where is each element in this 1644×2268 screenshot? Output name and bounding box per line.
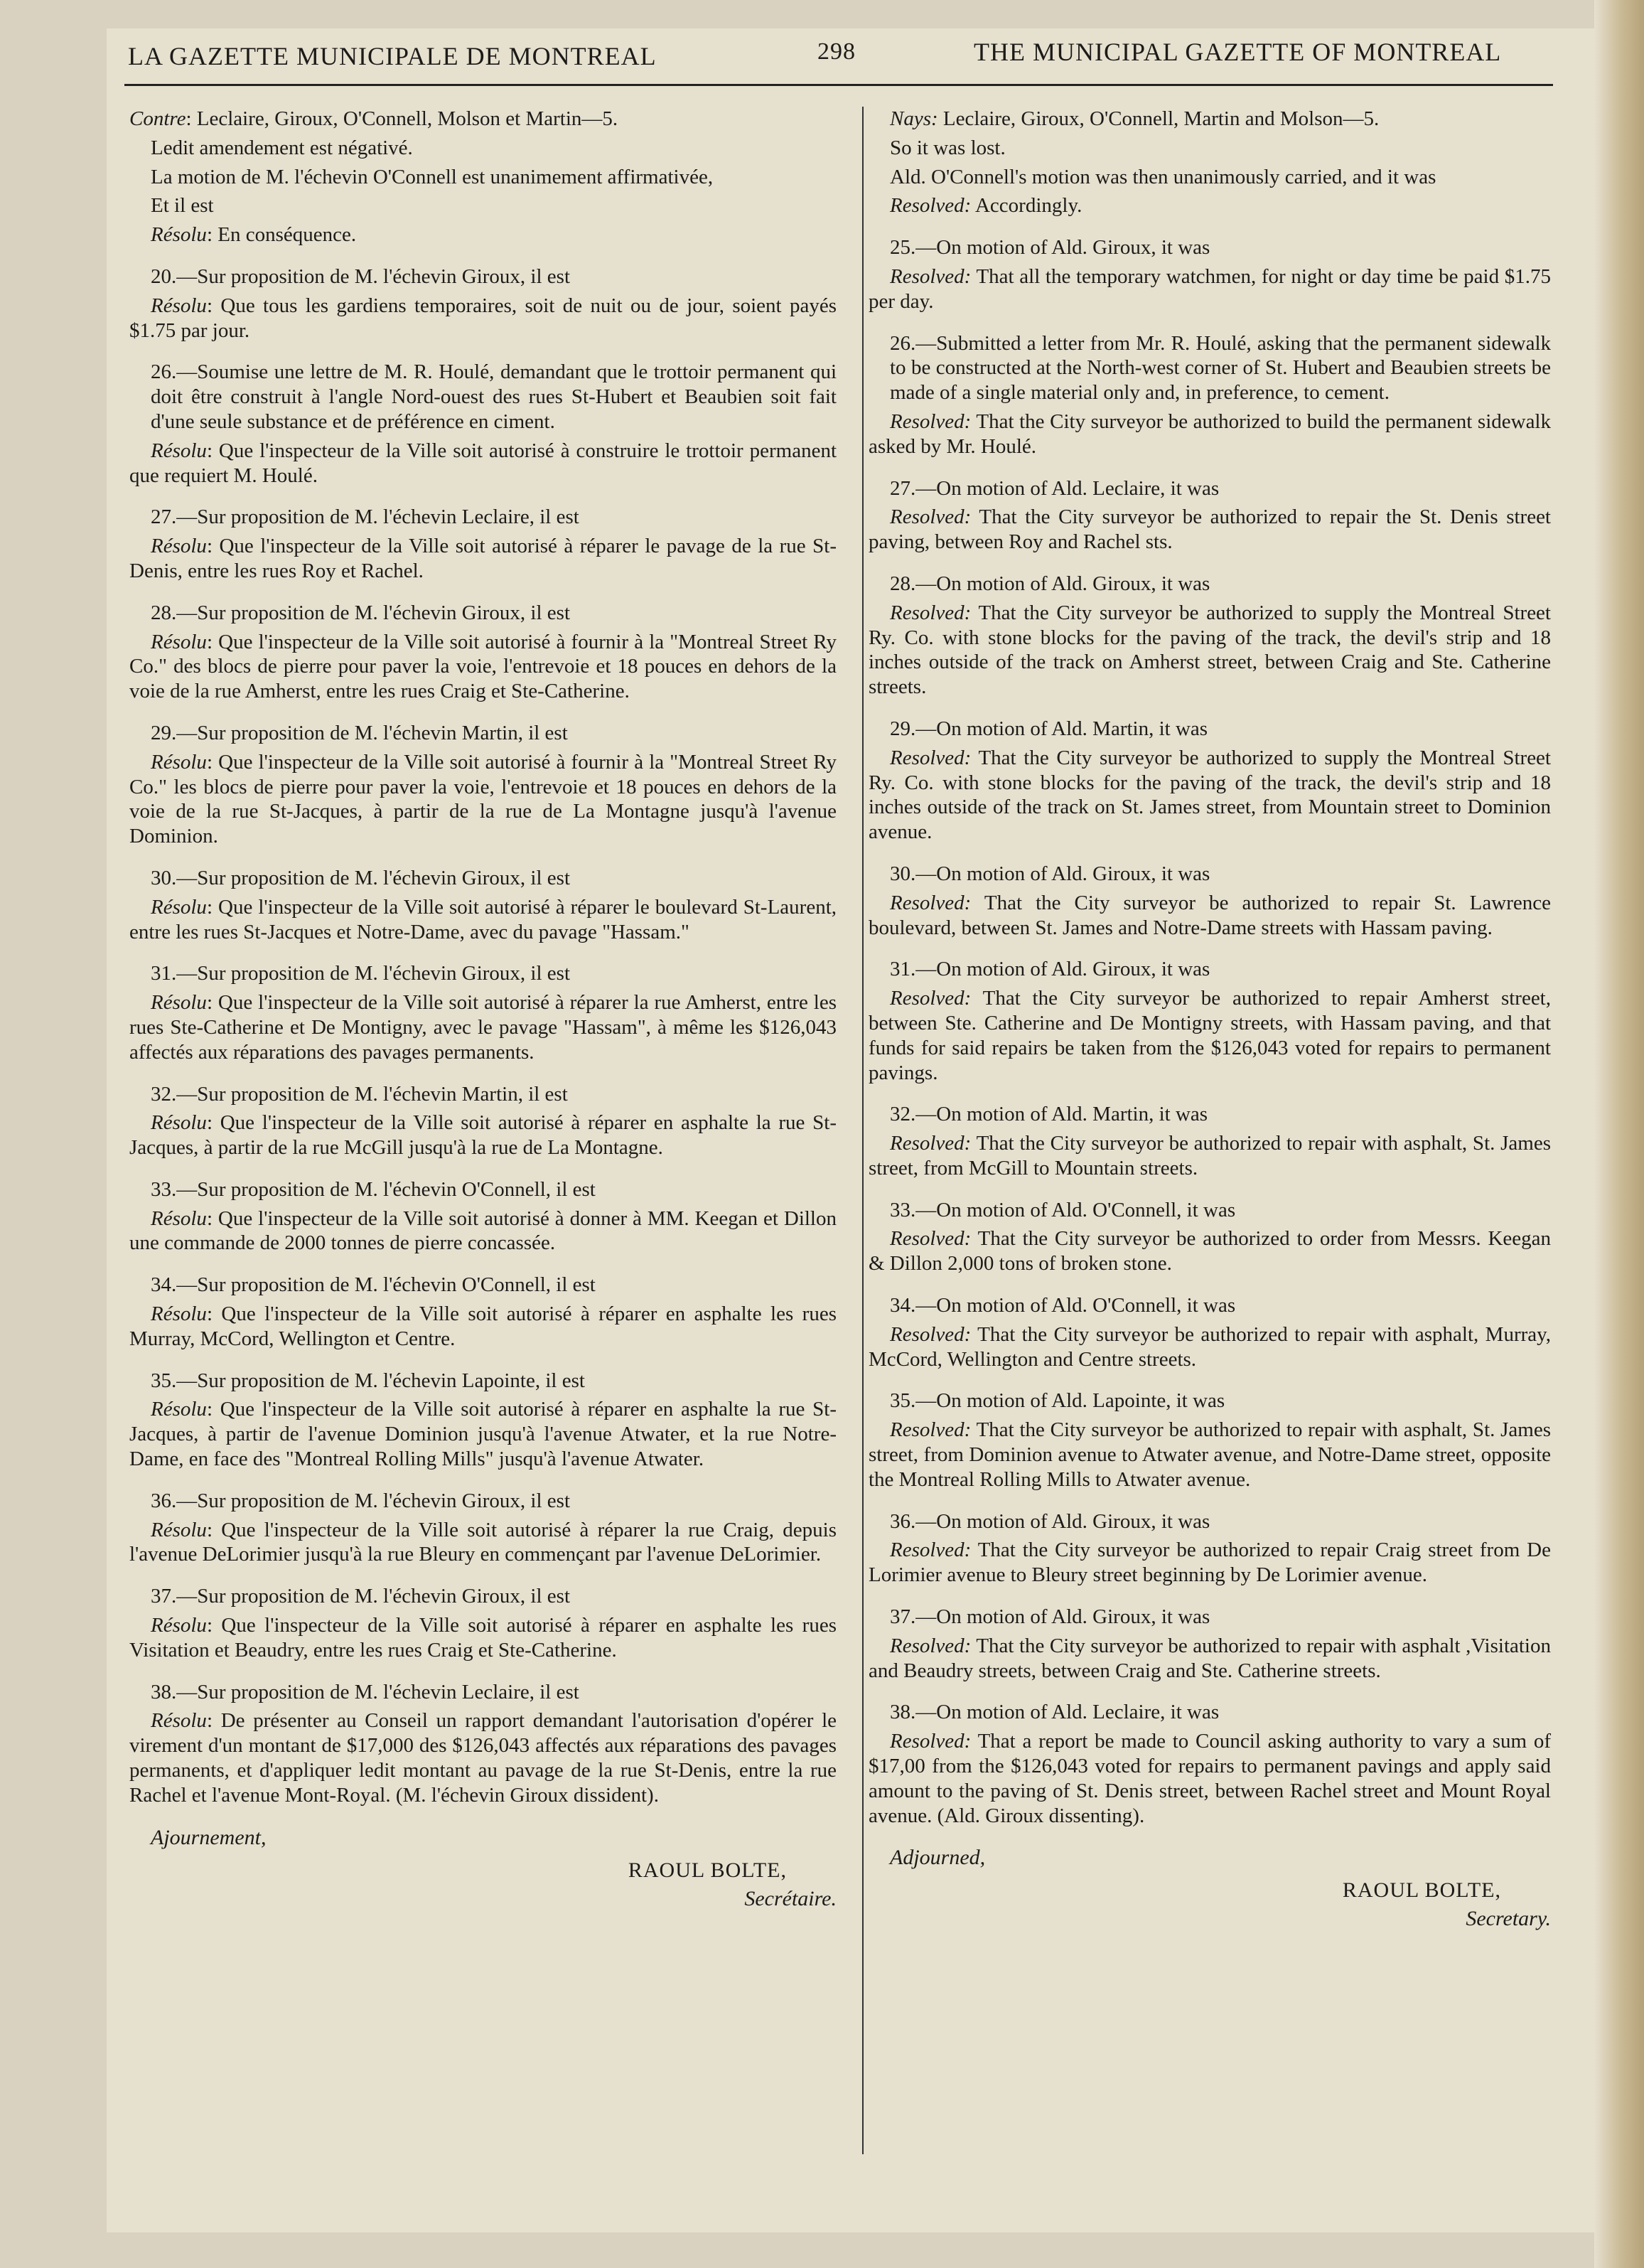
- resolution-text: [129, 439, 837, 488]
- resolution-label: Resolved:: [890, 1634, 972, 1657]
- resolution-label: Résolu: [151, 294, 207, 317]
- resolution-text: [869, 1538, 1551, 1588]
- resolution-label: Résolu: [151, 895, 207, 919]
- resolution-text: [129, 294, 837, 343]
- resolution-body: : Que l'inspecteur de la Ville soit autorisé à réparer en asphalte la rue St-Jacques, à partir de l'avenue Dominion jusqu'à l'avenue Atwater, et la rue Notre-Dame, en face des "Montreal Rolling Mills" jusqu'à l'avenue Atwater.: [129, 1398, 837, 1471]
- resolution-item: [869, 331, 1551, 459]
- resolution-label: Résolu: [151, 1111, 207, 1135]
- resolution-label: Resolved:: [890, 746, 972, 769]
- resolution-lead: 30.—Sur proposition de M. l'échevin Giroux, il est: [151, 866, 570, 889]
- resolution-label: Resolved:: [890, 506, 972, 529]
- resolution-body: That the City surveyor be authorized to supply the Montreal Street Ry. Co. with stone blocks for the paving of the track, the devil's strip and 18 inches outside of the track on St. James street, from Mountain street to Dominion avenue.: [869, 746, 1551, 844]
- page-header: [128, 34, 1549, 77]
- english-intro: [869, 107, 1551, 218]
- resolution-item: [129, 1489, 837, 1567]
- resolution-item: [869, 957, 1551, 1085]
- resolution-body: : De présenter au Conseil un rapport demandant l'autorisation d'opérer le virement d'un montant de $17,000 des $126,043 affectés aux réparations des pavages permanents, et d'appliquer ledit montant au pavage de la rue St-Denis, entre la rue Rachel et l'avenue Mont-Royal. (M. l'échevin Giroux dissident).: [129, 1709, 837, 1807]
- resolution-item: [129, 1680, 837, 1808]
- resolution-item: [869, 1293, 1551, 1371]
- resolution-label: Resolved:: [890, 601, 972, 624]
- resolu-label: Résolu: [151, 223, 207, 247]
- resolution-lead: 38.—On motion of Ald. Leclaire, it was: [890, 1701, 1220, 1724]
- resolution-item: [129, 601, 837, 704]
- resolution-lead: 34.—On motion of Ald. O'Connell, it was: [890, 1294, 1236, 1317]
- resolution-item: [129, 505, 837, 583]
- resolution-body: That the City surveyor be authorized to order from Messrs. Keegan & Dillon 2,000 tons of broken stone.: [869, 1227, 1551, 1275]
- resolution-body: That the City surveyor be authorized to build the permanent sidewalk asked by Mr. Houlé.: [869, 410, 1551, 458]
- resolved-label: Resolved:: [890, 194, 972, 218]
- resolution-body: : Que l'inspecteur de la Ville soit autorisé à réparer le boulevard St-Laurent, entre les rues St-Jacques et Notre-Dame, avec du pavage "Hassam.": [129, 895, 837, 943]
- contre-label: Contre: [129, 107, 186, 130]
- resolution-lead: 31.—Sur proposition de M. l'échevin Giroux, il est: [151, 962, 570, 985]
- resolution-body: : Que l'inspecteur de la Ville soit autorisé à réparer en asphalte les rues Murray, McCord, Wellington et Centre.: [129, 1303, 837, 1350]
- resolution-item: [869, 1700, 1551, 1828]
- page-edge-shadow: [1594, 0, 1644, 2268]
- resolution-body: That the City surveyor be authorized to repair with asphalt, Murray, McCord, Wellington and Centre streets.: [869, 1322, 1551, 1371]
- motion-line: La motion de M. l'échevin O'Connell est unanimement affirmativée,: [151, 165, 714, 188]
- resolution-body: : Que l'inspecteur de la Ville soit autorisé à fournir à la "Montreal Street Ry Co." des blocs de pierre pour paver la voie, l'entrevoie et 18 pouces en dehors de la voie de la rue Amherst, entre les rues Craig et Ste-Catherine.: [129, 630, 837, 703]
- nays-label: Nays:: [890, 107, 938, 130]
- resolution-lead: 28.—Sur proposition de M. l'échevin Giroux, il est: [151, 601, 570, 624]
- resolution-body: That a report be made to Council asking authority to vary a sum of $17,00 from the $126,043 voted for repairs to permanent pavings and apply said amount to the paving of St. Denis street, between Rachel street and Mount Royal avenue. (Ald. Giroux dissenting).: [869, 1730, 1551, 1827]
- resolution-text: [869, 410, 1551, 459]
- resolution-text: [129, 1111, 837, 1160]
- resolution-body: : Que l'inspecteur de la Ville soit autorisé à réparer en asphalte les rues Visitation et Beaudry, entre les rues Craig et Ste-Catherine.: [129, 1614, 837, 1662]
- resolved-text: Accordingly.: [971, 194, 1082, 218]
- resolution-lead: 33.—Sur proposition de M. l'échevin O'Connell, il est: [151, 1177, 596, 1201]
- contre-text: : Leclaire, Giroux, O'Connell, Molson et Martin—5.: [186, 107, 618, 130]
- secretary-title: Secrétaire.: [744, 1886, 837, 1910]
- french-signature-block: [129, 1825, 837, 1912]
- resolution-body: That the City surveyor be authorized to repair with asphalt, St. James street, from McGill to Mountain streets.: [869, 1132, 1551, 1180]
- resolution-label: Résolu: [151, 630, 207, 653]
- resolution-text: [869, 1418, 1551, 1492]
- resolution-text: [129, 1207, 837, 1256]
- resolution-lead: 25.—On motion of Ald. Giroux, it was: [890, 236, 1210, 260]
- resolution-body: : Que l'inspecteur de la Ville soit autorisé à réparer la rue Craig, depuis l'avenue DeLorimier jusqu'à la rue Bleury en commençant par l'avenue DeLorimier.: [129, 1518, 837, 1566]
- resolution-body: That the City surveyor be authorized to repair St. Lawrence boulevard, between St. James and Notre-Dame streets with Hassam paving.: [869, 891, 1551, 939]
- resolution-text: [129, 1518, 837, 1568]
- resolution-label: Resolved:: [890, 987, 972, 1010]
- resolution-text: [129, 1397, 837, 1471]
- adjourned-text: Adjourned,: [890, 1846, 986, 1870]
- resolution-lead: 26.—Submitted a letter from Mr. R. Houlé, asking that the permanent sidewalk to be constructed at the North-west corner of St. Hubert and Beaubien streets be made of a single material only and, in preference, to cement.: [890, 331, 1551, 405]
- english-resolutions: [869, 235, 1551, 1828]
- resolution-label: Resolved:: [890, 1322, 972, 1346]
- resolution-text: [129, 895, 837, 945]
- resolution-label: Résolu: [151, 991, 207, 1015]
- resolution-label: Resolved:: [890, 1730, 972, 1753]
- resolution-item: [129, 721, 837, 849]
- resolution-label: Résolu: [151, 1303, 207, 1326]
- resolution-item: [129, 961, 837, 1064]
- resolution-text: [129, 630, 837, 704]
- resolution-label: Résolu: [151, 439, 207, 462]
- french-column: [129, 107, 837, 1912]
- resolution-lead: 27.—Sur proposition de M. l'échevin Leclaire, il est: [151, 506, 579, 529]
- resolution-lead: 37.—Sur proposition de M. l'échevin Giroux, il est: [151, 1585, 570, 1608]
- resolution-body: That the City surveyor be authorized to repair with asphalt, St. James street, from Dominion avenue to Atwater avenue, and Notre-Dame street, opposite the Montreal Rolling Mills to Atwater avenue.: [869, 1418, 1551, 1491]
- resolution-text: [129, 750, 837, 849]
- resolution-text: [129, 1302, 837, 1352]
- resolution-body: : Que l'inspecteur de la Ville soit autorisé à réparer le pavage de la rue St-Denis, entre les rues Roy et Rachel.: [129, 535, 837, 582]
- resolution-text: [869, 601, 1551, 700]
- resolution-lead: 38.—Sur proposition de M. l'échevin Leclaire, il est: [151, 1680, 579, 1703]
- resolution-lead: 30.—On motion of Ald. Giroux, it was: [890, 862, 1210, 885]
- resolution-label: Résolu: [151, 1518, 207, 1541]
- resolution-lead: 36.—Sur proposition de M. l'échevin Giroux, il est: [151, 1489, 570, 1512]
- resolution-lead: 37.—On motion of Ald. Giroux, it was: [890, 1605, 1210, 1629]
- resolution-item: [129, 1177, 837, 1256]
- resolution-lead: 32.—Sur proposition de M. l'échevin Martin, il est: [151, 1082, 568, 1106]
- resolution-text: [869, 1131, 1551, 1181]
- resolution-body: : Que l'inspecteur de la Ville soit autorisé à construire le trottoir permanent que requiert M. Houlé.: [129, 439, 837, 487]
- secretary-title-en: Secretary.: [1466, 1907, 1551, 1931]
- carried-line: Ald. O'Connell's motion was then unanimously carried, and it was: [890, 165, 1436, 188]
- english-signature-block: [869, 1845, 1551, 1932]
- resolution-body: : Que l'inspecteur de la Ville soit autorisé à donner à MM. Keegan et Dillon une commande de 2000 tonnes de pierre concassée.: [129, 1207, 837, 1255]
- resolution-text: [869, 505, 1551, 555]
- resolution-lead: 28.—On motion of Ald. Giroux, it was: [890, 572, 1210, 595]
- resolution-lead: 35.—Sur proposition de M. l'échevin Lapointe, il est: [151, 1369, 585, 1392]
- resolution-text: [869, 891, 1551, 941]
- resolution-item: [869, 717, 1551, 845]
- resolution-item: [869, 1102, 1551, 1180]
- resolution-item: [129, 1273, 837, 1351]
- resolution-text: [869, 1634, 1551, 1684]
- resolution-text: [869, 264, 1551, 314]
- resolution-label: Resolved:: [890, 1227, 972, 1251]
- resolution-body: That the City surveyor be authorized to repair Amherst street, between Ste. Catherine and De Montigny streets, with Hassam paving, and that funds for said repairs be taken from the $126,043 voted for repairs to permanent pavings.: [869, 987, 1551, 1084]
- resolution-label: Resolved:: [890, 1539, 972, 1562]
- resolution-text: [869, 746, 1551, 845]
- il-est-line: Et il est: [151, 194, 214, 218]
- header-french-title: LA GAZETTE MUNICIPALE DE MONTREAL: [128, 42, 657, 70]
- resolution-text: [129, 1613, 837, 1663]
- secretary-name-en: RAOUL BOLTE,: [1342, 1878, 1501, 1903]
- nays-text: Leclaire, Giroux, O'Connell, Martin and Molson—5.: [937, 107, 1380, 130]
- resolution-lead: 35.—On motion of Ald. Lapointe, it was: [890, 1389, 1225, 1413]
- resolution-item: [869, 235, 1551, 314]
- resolution-label: Resolved:: [890, 264, 972, 288]
- header-english-title: THE MUNICIPAL GAZETTE OF MONTREAL: [974, 38, 1502, 66]
- resolution-lead: 29.—On motion of Ald. Martin, it was: [890, 717, 1208, 740]
- resolution-label: Résolu: [151, 1207, 207, 1230]
- resolution-item: [869, 572, 1551, 700]
- resolution-body: That the City surveyor be authorized to supply the Montreal Street Ry. Co. with stone blocks for the paving of the track, the devil's strip and 18 inches outside of the track on Amherst street, between Craig and Ste. Catherine streets.: [869, 601, 1551, 699]
- resolution-item: [869, 1389, 1551, 1492]
- french-resolutions: [129, 264, 837, 1808]
- resolution-lead: 36.—On motion of Ald. Giroux, it was: [890, 1509, 1210, 1533]
- resolution-lead: 33.—On motion of Ald. O'Connell, it was: [890, 1198, 1236, 1221]
- resolution-item: [869, 862, 1551, 940]
- resolution-item: [869, 1509, 1551, 1588]
- resolution-item: [129, 264, 837, 343]
- resolu-line: [129, 223, 837, 247]
- resolution-item: [869, 476, 1551, 555]
- resolution-text: [869, 1322, 1551, 1372]
- resolution-lead: 27.—On motion of Ald. Leclaire, it was: [890, 476, 1220, 500]
- resolution-label: Résolu: [151, 1709, 207, 1733]
- resolution-label: Resolved:: [890, 410, 972, 433]
- secretary-name: RAOUL BOLTE,: [628, 1858, 787, 1882]
- ajournement-text: Ajournement,: [151, 1825, 267, 1849]
- resolution-body: : Que l'inspecteur de la Ville soit autorisé à réparer la rue Amherst, entre les rues Ste-Catherine et De Montigny, avec le pavage "Hassam", à même les $126,043 affectés aux réparations des pavages permanents.: [129, 991, 837, 1064]
- resolution-lead: 34.—Sur proposition de M. l'échevin O'Connell, il est: [151, 1273, 596, 1297]
- resolution-lead: 20.—Sur proposition de M. l'échevin Giroux, il est: [151, 264, 570, 288]
- resolution-label: Résolu: [151, 750, 207, 774]
- resolution-item: [129, 866, 837, 944]
- page-number: 298: [817, 38, 856, 65]
- resolution-item: [869, 1198, 1551, 1276]
- resolution-label: Résolu: [151, 535, 207, 558]
- resolu-text: : En conséquence.: [206, 223, 357, 247]
- resolution-label: Resolved:: [890, 891, 972, 914]
- lost-line: So it was lost.: [890, 136, 1006, 159]
- resolution-lead: 32.—On motion of Ald. Martin, it was: [890, 1103, 1208, 1126]
- resolution-item: [129, 360, 837, 488]
- nays-line: [869, 107, 1551, 132]
- resolution-item: [129, 1369, 837, 1472]
- resolution-text: [129, 534, 837, 584]
- resolution-body: : Que l'inspecteur de la Ville soit autorisé à réparer en asphalte la rue St-Jacques, à partir de la rue McGill jusqu'à la rue de La Montagne.: [129, 1111, 837, 1160]
- contre-line: [129, 107, 837, 132]
- header-rule: [124, 84, 1553, 86]
- resolution-body: That the City surveyor be authorized to repair the St. Denis street paving, between Roy and Rachel sts.: [869, 506, 1551, 554]
- resolution-body: : Que tous les gardiens temporaires, soit de nuit ou de jour, soient payés $1.75 par jour.: [129, 294, 837, 342]
- resolution-label: Résolu: [151, 1614, 207, 1637]
- resolution-text: [129, 990, 837, 1064]
- resolution-text: [869, 1226, 1551, 1276]
- resolution-text: [869, 986, 1551, 1085]
- resolution-text: [869, 1729, 1551, 1828]
- resolution-lead: 29.—Sur proposition de M. l'échevin Martin, il est: [151, 721, 568, 744]
- resolution-lead: 31.—On motion of Ald. Giroux, it was: [890, 958, 1210, 981]
- resolution-lead: 26.—Soumise une lettre de M. R. Houlé, demandant que le trottoir permanent qui doit être construit à l'angle Nord-ouest des rues St-Hubert et Beaubien soit fait d'une seule substance et de préférence en ciment.: [151, 360, 837, 433]
- english-column: [869, 107, 1551, 1932]
- resolution-item: [869, 1605, 1551, 1683]
- resolution-body: That the City surveyor be authorized to repair with asphalt ,Visitation and Beaudry streets, between Craig and Ste. Catherine streets.: [869, 1634, 1551, 1682]
- resolution-body: : Que l'inspecteur de la Ville soit autorisé à fournir à la "Montreal Street Ry Co." les blocs de pierre pour paver la voie, l'entrevoie et 18 pouces en dehors de la voie de la rue St-Jacques, à partir de la rue de La Montagne jusqu'à l'avenue Dominion.: [129, 750, 837, 848]
- resolution-label: Resolved:: [890, 1418, 972, 1442]
- resolved-line: [869, 193, 1551, 218]
- resolution-text: [129, 1708, 837, 1807]
- resolution-item: [129, 1082, 837, 1160]
- resolution-label: Resolved:: [890, 1132, 972, 1155]
- resolution-body: That all the temporary watchmen, for night or day time be paid $1.75 per day.: [869, 264, 1551, 313]
- resolution-body: That the City surveyor be authorized to repair Craig street from De Lorimier avenue to Bleury street beginning by De Lorimier avenue.: [869, 1539, 1551, 1587]
- column-divider: [862, 107, 864, 2154]
- resolution-label: Résolu: [151, 1398, 207, 1421]
- french-intro: [129, 107, 837, 247]
- amendment-line: Ledit amendement est négativé.: [151, 136, 413, 159]
- resolution-item: [129, 1584, 837, 1662]
